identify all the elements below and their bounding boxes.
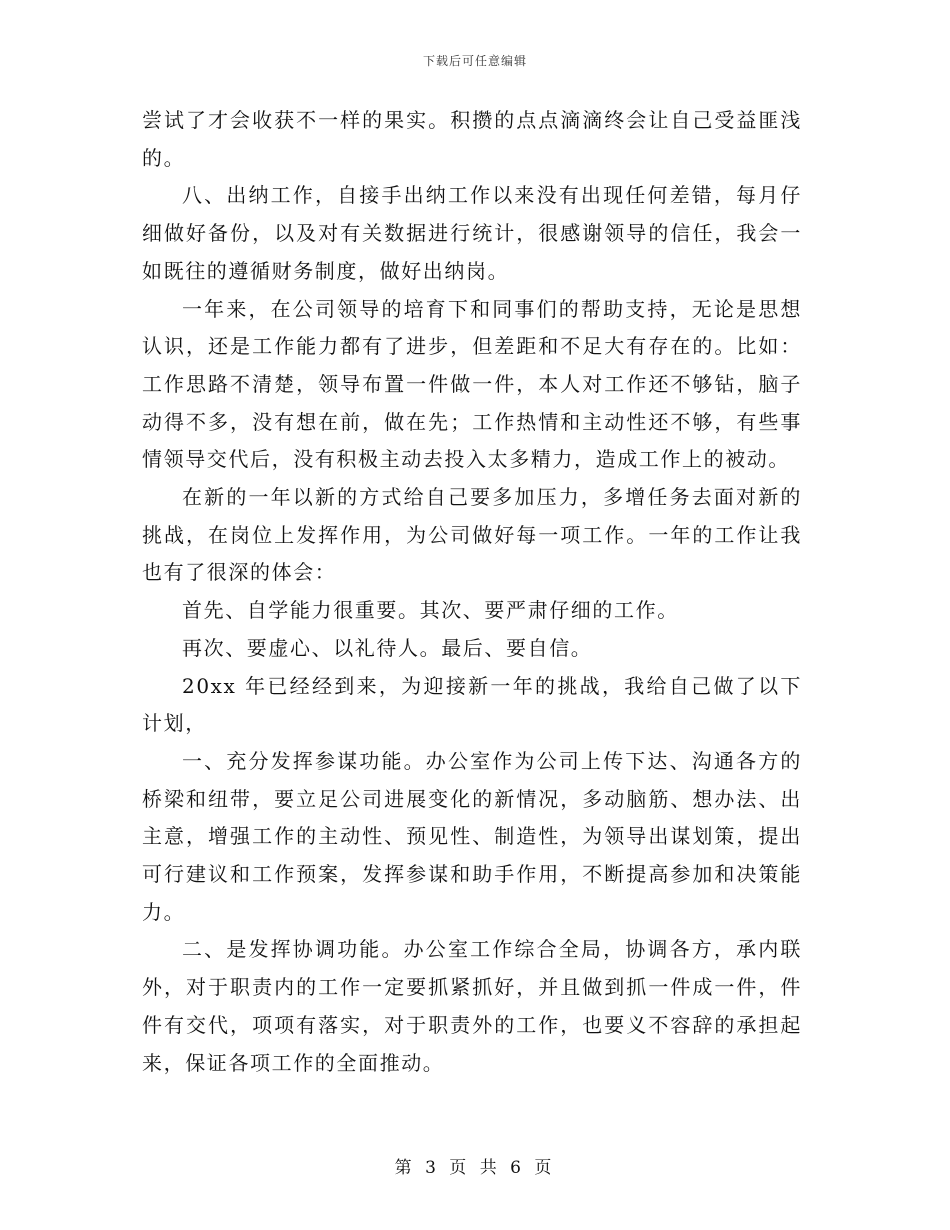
paragraph-plan-intro: 20xx 年已经经到来，为迎接新一年的挑战，我给自己做了以下计划，	[142, 673, 802, 736]
paragraph-year-review: 一年来，在公司领导的培育下和同事们的帮助支持，无论是思想认识，还是工作能力都有了进步，但差距和不足大有存在的。比如：工作思路不清楚，领导布置一件做一件，本人对工作还不够钻，脑子动得不多，没有想在前，做在先；工作热情和主动性还不够，有些事情领导交代后，没有积极主动去投入太多精力，造成工作上的被动。	[142, 296, 802, 472]
paragraph-continuation: 尝试了才会收获不一样的果实。积攒的点点滴滴终会让自己受益匪浅的。	[142, 108, 802, 170]
paragraph-plan-1: 一、充分发挥参谋功能。办公室作为公司上传下达、沟通各方的桥梁和纽带，要立足公司进展变化的新情况，多动脑筋、想办法、出主意，增强工作的主动性、预见性、制造性，为领导出谋划策，提出可行建议和工作预案，发挥参谋和助手作用，不断提高参加和决策能力。	[142, 748, 802, 924]
paragraph-lesson-1: 首先、自学能力很重要。其次、要严肃仔细的工作。	[182, 598, 679, 623]
header-note: 下载后可任意编辑	[422, 54, 527, 68]
paragraph-lesson-2: 再次、要虚心、以礼待人。最后、要自信。	[182, 635, 593, 660]
paragraph-new-year-pressure: 在新的一年以新的方式给自己要多加压力，多增任务去面对新的挑战，在岗位上发挥作用，为公司做好每一项工作。一年的工作让我也有了很深的体会：	[142, 485, 802, 585]
page-number: 第 3 页 共 6 页	[394, 1158, 556, 1178]
document-body	[142, 102, 802, 1082]
paragraph-plan-2: 二、是发挥协调功能。办公室工作综合全局，协调各方，承内联外，对于职责内的工作一定要抓紧抓好，并且做到抓一件成一件，件件有交代，项项有落实，对于职责外的工作，也要义不容辞的承担起来，保证各项工作的全面推动。	[142, 937, 802, 1075]
paragraph-cashier-work: 八、出纳工作，自接手出纳工作以来没有出现任何差错，每月仔细做好备份，以及对有关数据进行统计，很感谢领导的信任，我会一如既往的遵循财务制度，做好出纳岗。	[142, 183, 802, 283]
